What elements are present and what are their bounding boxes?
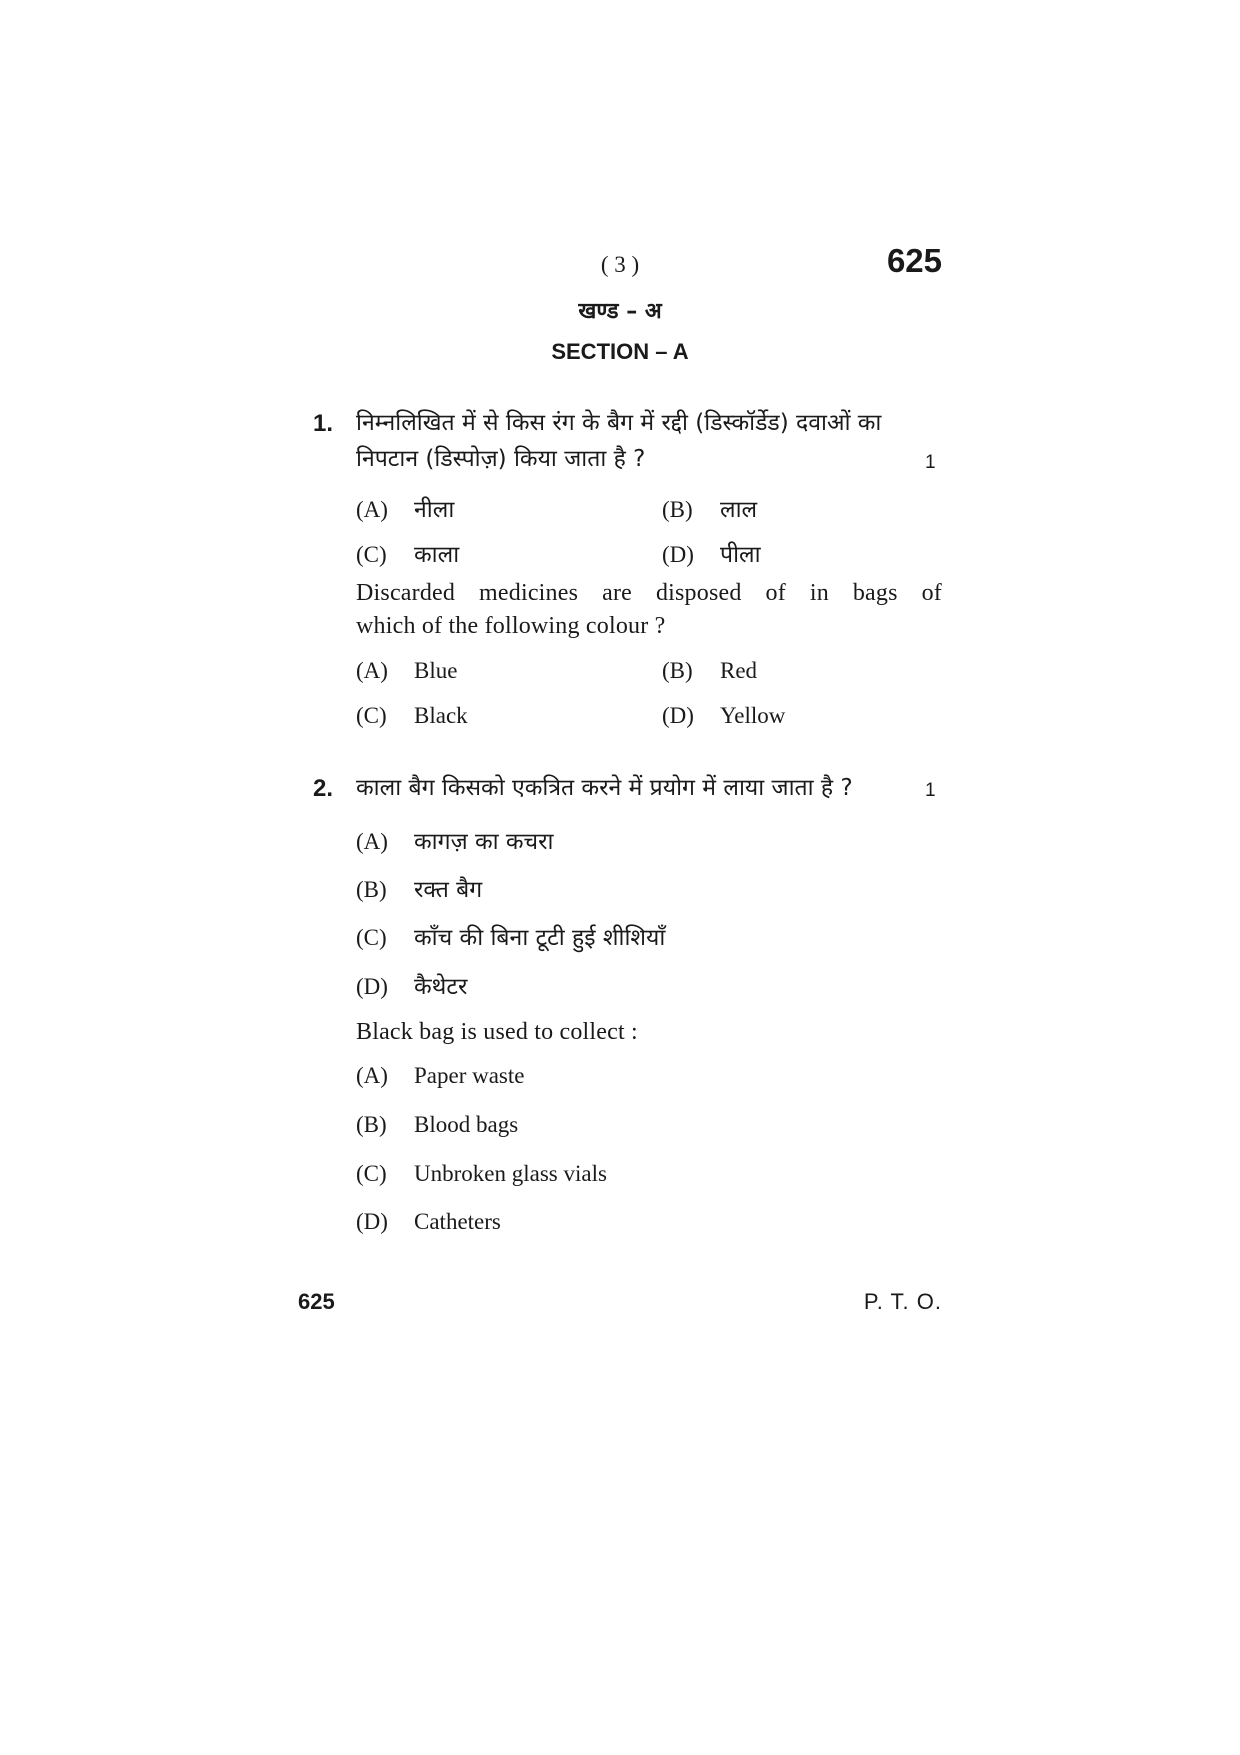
section-title-english: SECTION – A — [551, 339, 689, 364]
footer-paper-code: 625 — [298, 1289, 335, 1314]
option-c-english: (C) Unbroken glass vials — [356, 1161, 607, 1186]
option-a-english: (A) Paper waste — [356, 1063, 525, 1088]
option-d-hindi: (D) कैथेटर — [356, 974, 468, 1000]
option-d-hindi: (D) पीला — [662, 542, 761, 568]
option-a-hindi: (A) नीला — [356, 497, 455, 523]
option-b-english: (B) Red — [662, 658, 758, 683]
question-number: 1. — [313, 410, 334, 437]
option-c-hindi: (C) काला — [356, 542, 460, 568]
option-b-hindi: (B) लाल — [662, 497, 758, 523]
paper-code: 625 — [886, 242, 942, 279]
section-title-hindi: खण्ड – अ — [578, 299, 662, 324]
page-number: ( 3 ) — [600, 252, 640, 277]
question-text-english-line1: Black bag is used to collect : — [356, 1019, 638, 1045]
option-d-english: (D) Catheters — [356, 1209, 501, 1234]
footer-pto: P. T. O. — [863, 1289, 942, 1314]
question-marks: 1 — [925, 780, 936, 801]
option-b-hindi: (B) रक्त बैग — [356, 877, 483, 903]
question-text-hindi-line2: निपटान (डिस्पोज़) किया जाता है ? — [356, 446, 646, 472]
question-marks: 1 — [925, 452, 936, 473]
option-c-hindi: (C) काँच की बिना टूटी हुई शीशियाँ — [356, 925, 666, 951]
question-text-hindi-line1: काला बैग किसको एकत्रित करने में प्रयोग में लाया जाता है ? — [356, 775, 853, 801]
option-d-english: (D) Yellow — [662, 703, 786, 728]
option-a-english: (A) Blue — [356, 658, 458, 683]
question-text-english-line1: Discarded medicines are disposed of in bags of — [356, 580, 942, 606]
question-text-english-line2: which of the following colour ? — [356, 613, 666, 639]
question-number: 2. — [313, 775, 334, 802]
option-b-english: (B) Blood bags — [356, 1112, 519, 1137]
option-a-hindi: (A) कागज़ का कचरा — [356, 829, 554, 855]
option-c-english: (C) Black — [356, 703, 468, 728]
question-text-hindi-line1: निम्नलिखित में से किस रंग के बैग में रद्दी (डिस्कॉर्डेड) दवाओं का — [356, 410, 882, 436]
